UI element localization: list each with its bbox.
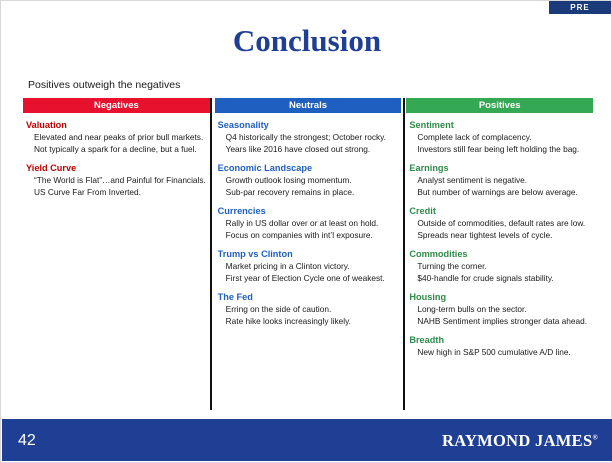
column-header-neutrals: Neutrals xyxy=(215,98,402,113)
column-neutrals xyxy=(215,98,402,410)
group-bullet: Years like 2016 have closed out strong. xyxy=(225,144,371,154)
group-sentiment xyxy=(409,120,591,155)
group-credit xyxy=(409,206,591,241)
column-header-positives: Positives xyxy=(406,98,593,113)
group-trump-vs-clinton xyxy=(218,249,400,284)
group-bullet: First year of Election Cycle one of weakest. xyxy=(225,273,385,283)
group-bullet: Investors still fear being left holding the bag. xyxy=(417,144,580,154)
group-bullet: But number of warnings are below average. xyxy=(417,187,578,197)
group-bullet: Market pricing in a Clinton victory. xyxy=(225,261,350,271)
slide-subtitle: Positives outweigh the negatives xyxy=(28,79,181,91)
group-bullet: Not typically a spark for a decline, but a fuel. xyxy=(34,144,197,154)
group-title: Breadth xyxy=(409,335,445,345)
group-the-fed xyxy=(218,292,400,327)
group-title: Currencies xyxy=(217,206,266,216)
column-body-neutrals xyxy=(215,113,402,410)
top-right-tab: PRE xyxy=(549,1,611,14)
group-title: Seasonality xyxy=(217,120,269,130)
group-bullet: Rate hike looks increasingly likely. xyxy=(225,316,351,326)
group-commodities xyxy=(409,249,591,284)
group-yield-curve xyxy=(26,163,208,198)
group-bullet: Sub-par recovery remains in place. xyxy=(225,187,355,197)
group-bullet: Turning the corner. xyxy=(417,261,487,271)
group-title: Valuation xyxy=(26,120,67,130)
logo-registered-mark: ® xyxy=(592,433,598,442)
group-title: Credit xyxy=(409,206,436,216)
column-negatives xyxy=(23,98,210,410)
column-body-positives xyxy=(406,113,593,410)
group-bullet: Spreads near tightest levels of cycle. xyxy=(417,230,553,240)
group-economic-landscape xyxy=(218,163,400,198)
group-bullet: New high in S&P 500 cumulative A/D line. xyxy=(417,347,571,357)
group-bullet: Focus on companies with int’l exposure. xyxy=(225,230,373,240)
group-bullet: Analyst sentiment is negative. xyxy=(417,175,528,185)
group-bullet: Long-term bulls on the sector. xyxy=(417,304,527,314)
columns-container xyxy=(23,98,593,410)
footer-bar xyxy=(2,419,612,461)
group-bullet: Elevated and near peaks of prior bull markets. xyxy=(34,132,204,142)
group-bullet: Outside of commodities, default rates are low. xyxy=(417,218,586,228)
group-seasonality xyxy=(218,120,400,155)
group-housing xyxy=(409,292,591,327)
group-bullet: NAHB Sentiment implies stronger data ahead. xyxy=(417,316,588,326)
page-number: 42 xyxy=(18,432,36,449)
group-title: Economic Landscape xyxy=(217,163,313,173)
group-title: Yield Curve xyxy=(26,163,77,173)
page-title: Conclusion xyxy=(232,23,382,58)
group-bullet: US Curve Far From Inverted. xyxy=(34,187,141,197)
group-title: Earnings xyxy=(409,163,449,173)
group-bullet: Q4 historically the strongest; October rocky. xyxy=(225,132,386,142)
group-title: Trump vs Clinton xyxy=(217,249,293,259)
group-bullet: Rally in US dollar over or at least on hold. xyxy=(225,218,379,228)
column-positives xyxy=(406,98,593,410)
group-currencies xyxy=(218,206,400,241)
logo-text: RAYMOND JAMES xyxy=(442,431,593,450)
group-title: Commodities xyxy=(409,249,468,259)
group-bullet: “The World is Flat”…and Painful for Financials. xyxy=(34,175,206,185)
group-title: Sentiment xyxy=(409,120,454,130)
raymond-james-logo xyxy=(442,431,598,451)
group-breadth xyxy=(409,335,591,358)
group-bullet: Erring on the side of caution. xyxy=(225,304,332,314)
group-bullet: Growth outlook losing momentum. xyxy=(225,175,352,185)
column-header-negatives: Negatives xyxy=(23,98,210,113)
group-title: The Fed xyxy=(217,292,253,302)
group-valuation xyxy=(26,120,208,155)
group-earnings xyxy=(409,163,591,198)
group-bullet: $40-handle for crude signals stability. xyxy=(417,273,554,283)
column-body-negatives xyxy=(23,113,210,410)
group-title: Housing xyxy=(409,292,447,302)
group-bullet: Complete lack of complacency. xyxy=(417,132,532,142)
